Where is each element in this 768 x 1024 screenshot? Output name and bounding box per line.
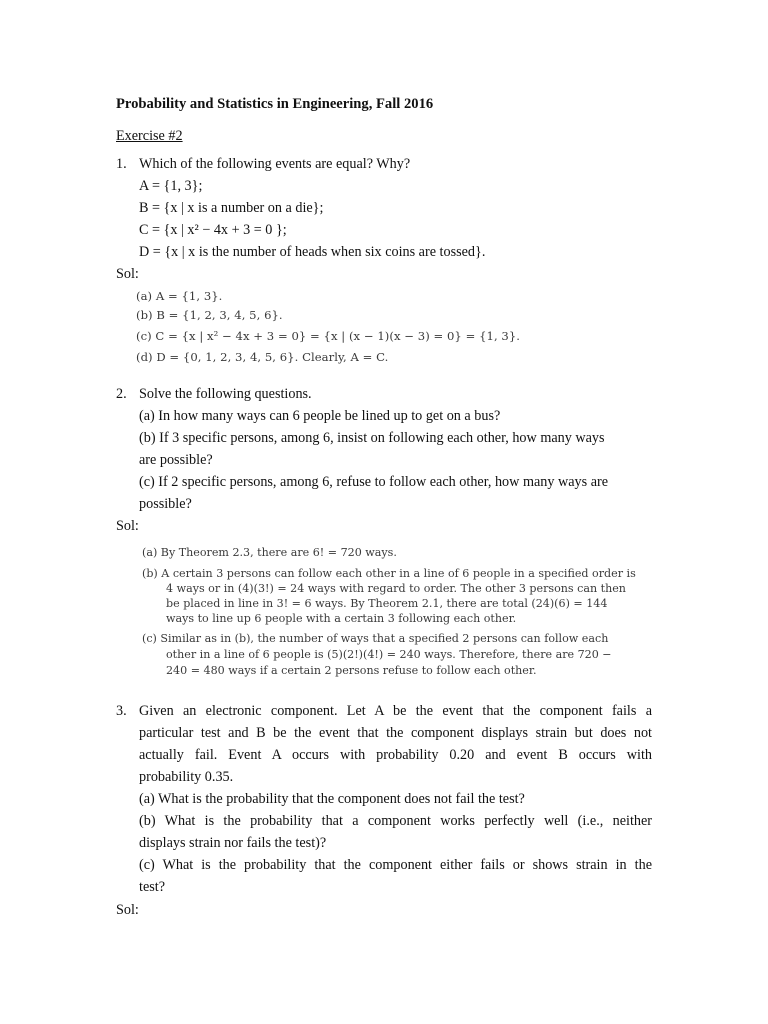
question-2a: (a) In how many ways can 6 people be lined up to get on a bus? <box>139 408 501 424</box>
question-3c-continued: test? <box>139 879 165 895</box>
document-title: Probability and Statistics in Engineering, Fall 2016 <box>116 96 434 112</box>
question-3a: (a) What is the probability that the component does not fail the test? <box>139 791 525 807</box>
solution-1-line: (c) C = {x | x² − 4x + 3 = 0} = {x | (x − 1)(x − 3) = 0} = {1, 3}. <box>136 329 521 343</box>
question-3b-continued: displays strain nor fails the test)? <box>139 835 327 851</box>
set-c-definition: C = {x | x² − 4x + 3 = 0 }; <box>139 222 287 238</box>
question-3-text: probability 0.35. <box>139 769 234 785</box>
question-3-text: actually fail. Event A occurs with probability 0.20 and event B occurs with <box>139 747 652 763</box>
set-d-definition: D = {x | x is the number of heads when six coins are tossed}. <box>139 244 486 260</box>
question-3-text: Given an electronic component. Let A be the event that the component fails a <box>139 703 652 719</box>
question-3c: (c) What is the probability that the component either fails or shows strain in the <box>139 857 652 873</box>
question-3-text: particular test and B be the event that the component displays strain but does not <box>139 725 652 741</box>
solution-1-label: Sol: <box>116 266 139 282</box>
question-3b: (b) What is the probability that a component works perfectly well (i.e., neither <box>139 813 652 829</box>
question-2b: (b) If 3 specific persons, among 6, insist on following each other, how many ways <box>139 430 605 446</box>
solution-1-line: (b) B = {1, 2, 3, 4, 5, 6}. <box>136 308 283 322</box>
question-2c-continued: possible? <box>139 496 192 512</box>
solution-2-line: other in a line of 6 people is (5)(2!)(4!) = 240 ways. Therefore, there are 720 − <box>166 648 612 661</box>
question-2c: (c) If 2 specific persons, among 6, refuse to follow each other, how many ways are <box>139 474 609 490</box>
set-a-definition: A = {1, 3}; <box>139 178 203 194</box>
solution-2-line: 4 ways or in (4)(3!) = 24 ways with regard to order. The other 3 persons can then <box>166 582 626 595</box>
question-3-number: 3. <box>116 703 127 719</box>
solution-2-line: (c) Similar as in (b), the number of ways that a specified 2 persons can follow each <box>142 632 609 645</box>
solution-2-line: (a) By Theorem 2.3, there are 6! = 720 ways. <box>142 546 397 559</box>
solution-1-line: (a) A = {1, 3}. <box>136 289 223 303</box>
question-2-number: 2. <box>116 386 127 402</box>
solution-3-label: Sol: <box>116 902 139 918</box>
solution-2-line: 240 = 480 ways if a certain 2 persons refuse to follow each other. <box>166 664 537 677</box>
question-1-number: 1. <box>116 156 127 172</box>
solution-2-label: Sol: <box>116 518 139 534</box>
exercise-heading: Exercise #2 <box>116 128 183 144</box>
set-b-definition: B = {x | x is a number on a die}; <box>139 200 324 216</box>
solution-1-line: (d) D = {0, 1, 2, 3, 4, 5, 6}. Clearly, A = C. <box>136 350 389 364</box>
solution-2-line: ways to line up 6 people with a certain 3 following each other. <box>166 612 517 625</box>
question-2b-continued: are possible? <box>139 452 213 468</box>
solution-2-line: (b) A certain 3 persons can follow each other in a line of 6 people in a specified order is <box>142 567 636 580</box>
question-1-text: Which of the following events are equal? Why? <box>139 156 411 172</box>
question-2-text: Solve the following questions. <box>139 386 312 402</box>
solution-2-line: be placed in line in 3! = 6 ways. By Theorem 2.1, there are total (24)(6) = 144 <box>166 597 608 610</box>
